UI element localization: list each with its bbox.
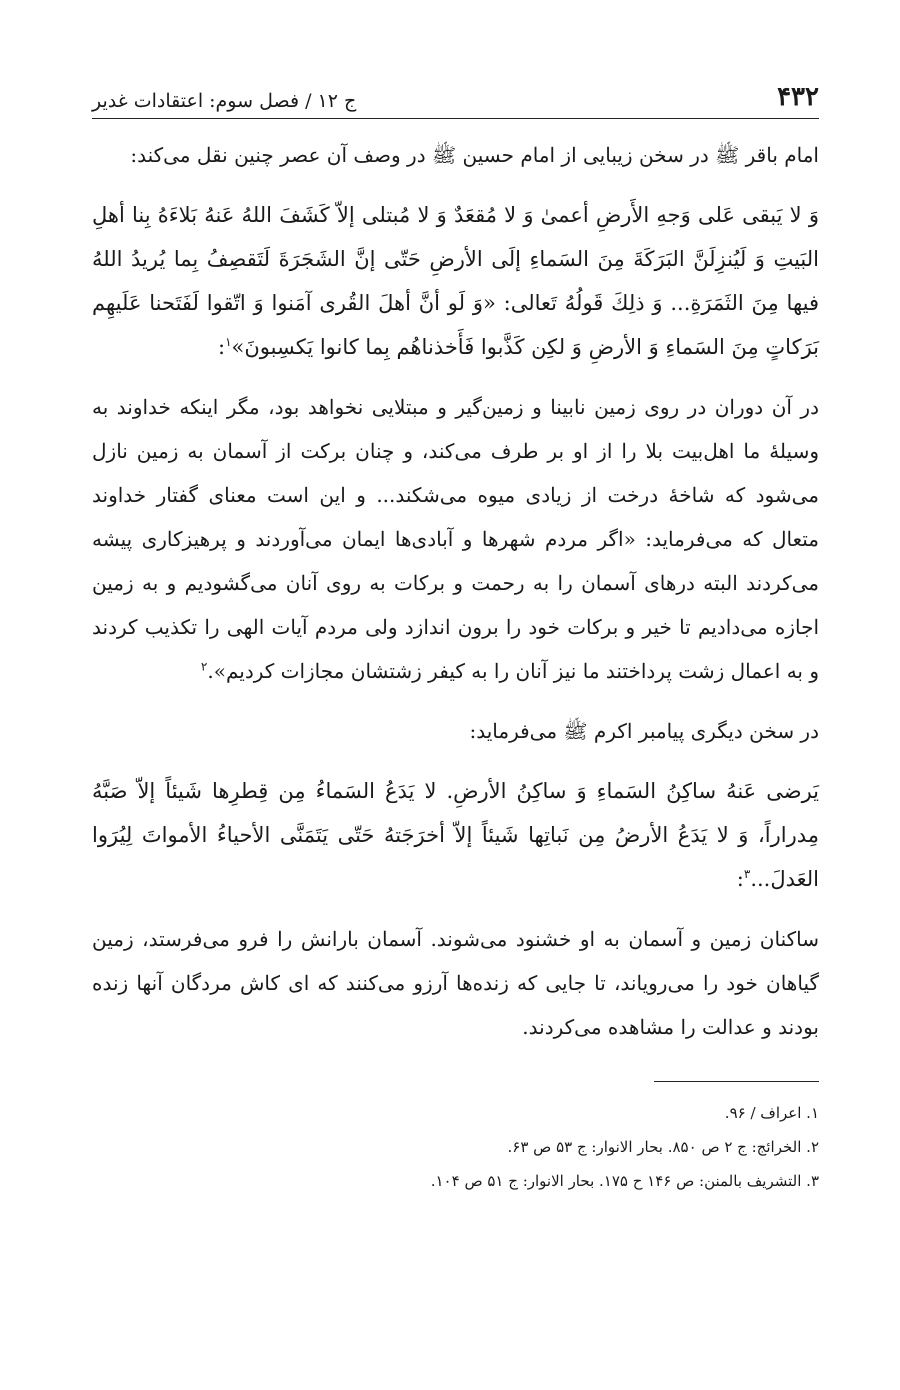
footnote-3: ۳. التشریف بالمنن: ص ۱۴۶ ح ۱۷۵. بحار الانوار: ج ۵۱ ص ۱۰۴. bbox=[430, 1172, 819, 1190]
footnote-1: ۱. اعراف / ۹۶. bbox=[724, 1104, 819, 1122]
paragraph-intro-imam-baqir bbox=[92, 133, 819, 177]
page-header bbox=[92, 60, 819, 119]
persian-translation-2 bbox=[92, 917, 819, 1049]
paragraph-text: امام باقر ﷺ در سخن زیبایی از امام حسین ﷺ در وصف آن عصر چنین نقل می‌کند: bbox=[130, 143, 819, 167]
arabic-hadith-1 bbox=[92, 193, 819, 369]
persian-translation-1 bbox=[92, 385, 819, 693]
running-head: ج ۱۲ / فصل سوم: اعتقادات غدیر bbox=[92, 90, 357, 112]
footnote-ref-2: ۲ bbox=[200, 659, 208, 674]
footnote-ref-1: ۱ bbox=[225, 335, 232, 349]
page-body bbox=[92, 133, 819, 1049]
paragraph-tail: : bbox=[736, 867, 744, 891]
paragraph-text: ساکنان زمین و آسمان به او خشنود می‌شوند. آسمان بارانش را فرو می‌فرستد، زمین گیاهان خود را می‌رویاند، تا جایی که زنده‌ها آرزو می‌کنند که ای کاش مردگان آنها زنده بودند و عدالت را مشاهده می‌کردند. bbox=[92, 927, 819, 1039]
arabic-hadith-2 bbox=[92, 769, 819, 901]
page-number: ۴۳۲ bbox=[777, 82, 819, 112]
paragraph-text: در سخن دیگری پیامبر اکرم ﷺ می‌فرماید: bbox=[469, 719, 819, 743]
paragraph-text: وَ لا يَبقى عَلى وَجهِ الأَرضِ أعمىٰ وَ لا مُقعَدٌ وَ لا مُبتلى إلاّ كَشَفَ اللهُ عَنهُ بَلاءَهُ بِنا أهلِ البَيتِ وَ لَيُنزِلَنَّ البَرَكَةَ مِنَ السَماءِ إلَى الأرضِ حَتّى إنَّ الشَجَرَةَ لَتَقصِفُ بِما يُريدُ اللهُ فيها مِنَ الثَمَرَةِ... وَ ذلِكَ قَولُهُ تَعالى: «وَ لَو أنَّ أهلَ القُرى آمَنوا وَ اتّقوا لَفَتَحنا عَلَيهِم بَرَكاتٍ مِنَ السَماءِ وَ الأرضِ وَ لكِن كَذَّبوا فَأَخذناهُم بِما كانوا يَكسِبونَ» bbox=[92, 203, 819, 359]
book-page bbox=[92, 60, 819, 1198]
paragraph-text: يَرضى عَنهُ ساكِنُ السَماءِ وَ ساكِنُ الأرضِ. لا يَدَعُ السَماءُ مِن قِطرِها شَيئاً إلاّ صَبَّهُ مِدراراً، وَ لا يَدَعُ الأرضُ مِن نَباتِها شَيئاً إلاّ أخرَجَتهُ حَتّى يَتَمَنَّى الأحياءُ الأمواتَ لِيُرَوا العَدلَ... bbox=[92, 779, 819, 891]
paragraph-text: در آن دوران در روی زمین نابینا و زمین‌گیر و مبتلایی نخواهد بود، مگر اینکه خداوند به وسیلهٔ ما اهل‌بیت بلا را از او بر طرف می‌کند، و چنان برکت از آسمان به زمین نازل می‌شود که شاخهٔ درخت از زیادی میوه می‌شکند... و این است معنای گفتار خداوند متعال که می‌فرماید: «اگر مردم شهرها و آبادی‌ها ایمان می‌آوردند و پرهیزکاری پیشه می‌کردند البته درهای آسمان را به رحمت و برکات به روی آنان می‌گشودیم و به زمین اجازه می‌دادیم تا خیر و برکات خود را برون اندازد ولی مردم آیات الهی را تکذیب کردند و به اعمال زشت پرداختند ما نیز آنان را به کیفر زشتشان مجازات کردیم». bbox=[92, 395, 820, 683]
footnote-divider bbox=[654, 1081, 819, 1082]
paragraph-intro-prophet bbox=[92, 709, 819, 753]
footnotes bbox=[92, 1096, 819, 1198]
paragraph-tail: : bbox=[218, 335, 226, 359]
footnote-2: ۲. الخرائج: ج ۲ ص ۸۵۰. بحار الانوار: ج ۵۳ ص ۶۳. bbox=[507, 1138, 819, 1156]
footnote-ref-3: ۳ bbox=[743, 867, 751, 881]
